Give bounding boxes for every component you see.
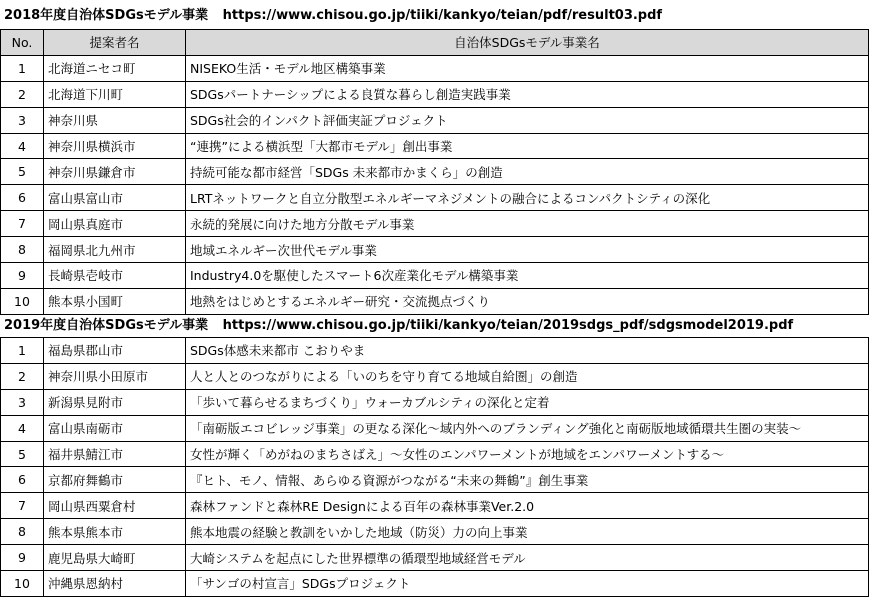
row-number[interactable]: 7 [1, 211, 44, 237]
header-proposer: 提案者名 [44, 30, 186, 56]
row-number[interactable]: 5 [1, 441, 44, 467]
proposer-name[interactable]: 岡山県西粟倉村 [44, 493, 186, 519]
table-2019 [0, 337, 869, 597]
section-2019-url[interactable]: https://www.chisou.go.jp/tiiki/kankyo/teian/2019sdgs_pdf/sdgsmodel2019.pdf [222, 318, 794, 333]
project-name[interactable]: 森林ファンドと森林RE Designによる百年の森林事業Ver.2.0 [186, 493, 869, 519]
proposer-name[interactable]: 富山県富山市 [44, 185, 186, 211]
project-name[interactable]: 熊本地震の経験と教訓をいかした地域（防災）力の向上事業 [186, 519, 869, 545]
table-row [1, 159, 869, 185]
project-name[interactable]: 地域エネルギー次世代モデル事業 [186, 237, 869, 263]
proposer-name[interactable]: 福島県郡山市 [44, 338, 186, 364]
row-number[interactable]: 8 [1, 237, 44, 263]
project-name[interactable]: SDGsパートナーシップによる良質な暮らし創造実践事業 [186, 81, 869, 107]
project-name[interactable]: 「歩いて暮らせるまちづくり」ウォーカブルシティの深化と定着 [186, 389, 869, 415]
project-name[interactable]: 持続可能な都市経営「SDGs 未来都市かまくら」の創造 [186, 159, 869, 185]
proposer-name[interactable]: 福岡県北九州市 [44, 237, 186, 263]
table-row [1, 571, 869, 597]
table-row [1, 363, 869, 389]
row-number[interactable]: 9 [1, 263, 44, 289]
row-number[interactable]: 1 [1, 55, 44, 81]
row-number[interactable]: 5 [1, 159, 44, 185]
proposer-name[interactable]: 鹿児島県大崎町 [44, 545, 186, 571]
project-name[interactable]: NISEKO生活・モデル地区構築事業 [186, 55, 869, 81]
proposer-name[interactable]: 富山県南砺市 [44, 415, 186, 441]
table-row [1, 55, 869, 81]
row-number[interactable]: 10 [1, 571, 44, 597]
table-row [1, 545, 869, 571]
proposer-name[interactable]: 神奈川県小田原市 [44, 363, 186, 389]
proposer-name[interactable]: 北海道ニセコ町 [44, 55, 186, 81]
row-number[interactable]: 6 [1, 185, 44, 211]
row-number[interactable]: 2 [1, 363, 44, 389]
project-name[interactable]: 人と人とのつながりによる「いのちを守り育てる地域自給圏」の創造 [186, 363, 869, 389]
section-2018-title [0, 5, 870, 26]
table-row [1, 519, 869, 545]
project-name[interactable]: LRTネットワークと自立分散型エネルギーマネジメントの融合によるコンパクトシティの深化 [186, 185, 869, 211]
row-number[interactable]: 8 [1, 519, 44, 545]
section-2018-url[interactable]: https://www.chisou.go.jp/tiiki/kankyo/teian/pdf/result03.pdf [222, 8, 663, 23]
project-name[interactable]: 「南砺版エコビレッジ事業」の更なる深化～域内外へのブランディング強化と南砺版地域循環共生圏の実装～ [186, 415, 869, 441]
project-name[interactable]: 地熱をはじめとするエネルギー研究・交流拠点づくり [186, 288, 869, 314]
table-2018 [0, 29, 869, 315]
table-row [1, 237, 869, 263]
project-name[interactable]: “連携”による横浜型「大都市モデル」創出事業 [186, 133, 869, 159]
table-row [1, 493, 869, 519]
row-number[interactable]: 3 [1, 107, 44, 133]
table-row [1, 441, 869, 467]
proposer-name[interactable]: 神奈川県 [44, 107, 186, 133]
header-project: 自治体SDGsモデル事業名 [186, 30, 869, 56]
project-name[interactable]: 女性が輝く「めがねのまちさばえ」～女性のエンパワーメントが地域をエンパワーメントする～ [186, 441, 869, 467]
section-2019-heading: 2019年度自治体SDGsモデル事業 [4, 318, 209, 333]
table-row [1, 263, 869, 289]
project-name[interactable]: Industry4.0を駆使したスマート6次産業化モデル構築事業 [186, 263, 869, 289]
table-row [1, 338, 869, 364]
row-number[interactable]: 4 [1, 415, 44, 441]
proposer-name[interactable]: 北海道下川町 [44, 81, 186, 107]
project-name[interactable]: 『ヒト、モノ、情報、あらゆる資源がつながる“未来の舞鶴”』創生事業 [186, 467, 869, 493]
proposer-name[interactable]: 長崎県壱岐市 [44, 263, 186, 289]
row-number[interactable]: 3 [1, 389, 44, 415]
table-row [1, 467, 869, 493]
row-number[interactable]: 1 [1, 338, 44, 364]
row-number[interactable]: 4 [1, 133, 44, 159]
row-number[interactable]: 9 [1, 545, 44, 571]
row-number[interactable]: 2 [1, 81, 44, 107]
header-no: No. [1, 30, 44, 56]
proposer-name[interactable]: 熊本県小国町 [44, 288, 186, 314]
table-row [1, 107, 869, 133]
proposer-name[interactable]: 岡山県真庭市 [44, 211, 186, 237]
project-name[interactable]: 永続的発展に向けた地方分散モデル事業 [186, 211, 869, 237]
section-2019-title [0, 315, 870, 336]
project-name[interactable]: SDGs社会的インパクト評価実証プロジェクト [186, 107, 869, 133]
proposer-name[interactable]: 沖縄県恩納村 [44, 571, 186, 597]
row-number[interactable]: 6 [1, 467, 44, 493]
proposer-name[interactable]: 福井県鯖江市 [44, 441, 186, 467]
project-name[interactable]: 大崎システムを起点にした世界標準の循環型地域経営モデル [186, 545, 869, 571]
proposer-name[interactable]: 神奈川県鎌倉市 [44, 159, 186, 185]
table-row [1, 415, 869, 441]
proposer-name[interactable]: 新潟県見附市 [44, 389, 186, 415]
row-number[interactable]: 10 [1, 288, 44, 314]
table-row [1, 81, 869, 107]
table-row [1, 211, 869, 237]
proposer-name[interactable]: 熊本県熊本市 [44, 519, 186, 545]
proposer-name[interactable]: 神奈川県横浜市 [44, 133, 186, 159]
table-header-row [1, 30, 869, 56]
table-row [1, 389, 869, 415]
row-number[interactable]: 7 [1, 493, 44, 519]
table-row [1, 133, 869, 159]
project-name[interactable]: SDGs体感未来都市 こおりやま [186, 338, 869, 364]
project-name[interactable]: 「サンゴの村宣言」SDGsプロジェクト [186, 571, 869, 597]
proposer-name[interactable]: 京都府舞鶴市 [44, 467, 186, 493]
table-row [1, 288, 869, 314]
section-2018-heading: 2018年度自治体SDGsモデル事業 [4, 8, 209, 23]
table-row [1, 185, 869, 211]
